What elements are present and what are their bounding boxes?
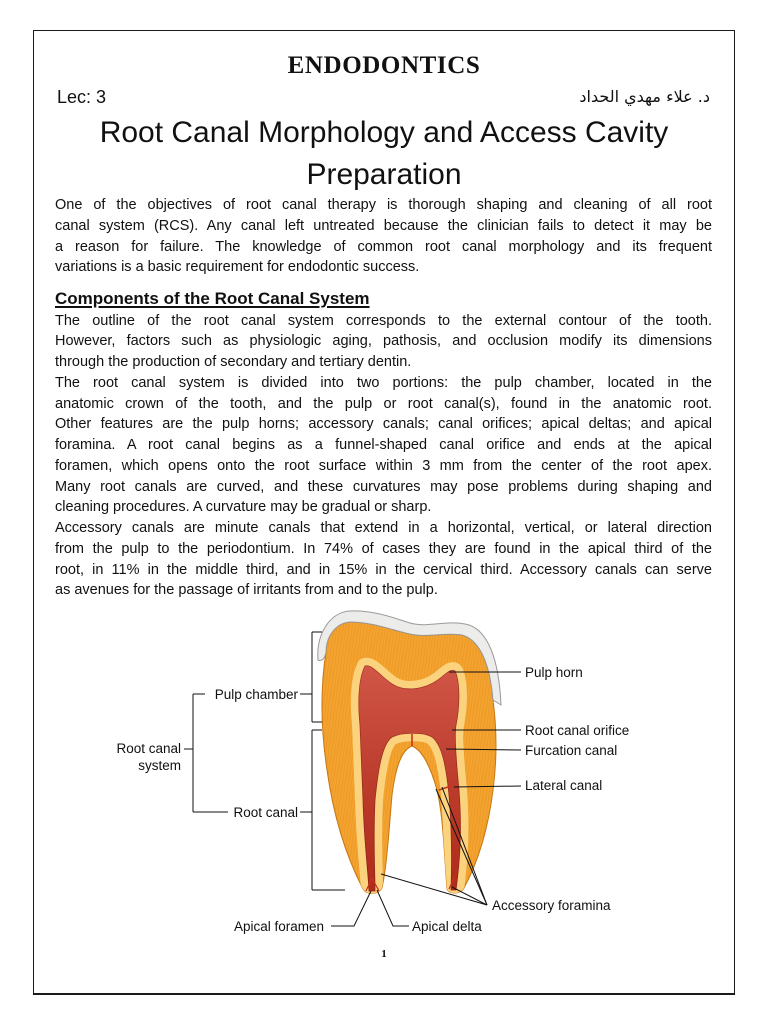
accessory-foramina-label: Accessory foramina (492, 898, 611, 913)
paragraph-line: from the pulp to the periodontium. In 74% of cases they are found in the apical third of the (55, 540, 712, 557)
paragraph-line: as avenues for the passage of irritants from and to the pulp. (55, 582, 438, 599)
paragraph-line: One of the objectives of root canal therapy is thorough shaping and cleaning of all root (55, 197, 712, 213)
page-number: 1 (381, 948, 387, 960)
root-canal-orifice-label: Root canal orifice (525, 723, 630, 738)
tooth-anatomy-diagram (100, 600, 645, 945)
paragraph-line: Other features are the pulp horns; accessory canals; canal orifices; apical deltas; and apical (55, 416, 712, 433)
paragraph-line: foramen, which opens onto the root surface within 3 mm from the center of the root apex. (55, 457, 712, 474)
section-heading: Components of the Root Canal System (55, 289, 370, 308)
paragraph-line: through the production of secondary and tertiary dentin. (55, 354, 412, 370)
paragraph-line: anatomic crown of the tooth, and the pulp or root canal(s), found in the anatomic root. (55, 395, 712, 412)
apical-delta-label: Apical delta (412, 919, 482, 934)
section-body (55, 311, 712, 602)
intro-paragraph (55, 195, 712, 278)
accessory-foramina-leader (381, 874, 487, 905)
paragraph-line: The outline of the root canal system corresponds to the external contour of the tooth. (55, 312, 712, 329)
paragraph-line: a reason for failure. The knowledge of common root canal morphology and its frequent (55, 238, 712, 255)
root-canal-label: Root canal (233, 805, 298, 820)
paragraph-line: cleaning procedures. A curvature may be gradual or sharp. (55, 499, 432, 516)
paragraph-line: canal system (RCS). Any canal left untreated because the clinician fails to detect it may be (55, 217, 712, 234)
apical-foramen-label: Apical foramen (234, 919, 325, 934)
root-canal-system-label-line1: Root canal (116, 741, 181, 756)
course-title: ENDODONTICS (287, 52, 481, 79)
pulp-horn-label: Pulp horn (525, 665, 583, 680)
paragraph-line: foramina. A root canal begins as a funnel-shaped canal orifice and ends at the apical (55, 437, 712, 453)
paragraph-line: variations is a basic requirement for endodontic success. (55, 259, 420, 276)
lecturer-name: د. علاء مهدي الحداد (579, 87, 710, 106)
root-canal-system-bracket (184, 694, 228, 812)
lecture-title: Root Canal Morphology and Access Cavity Preparation (99, 116, 669, 191)
lateral-canal-label: Lateral canal (525, 778, 603, 793)
paragraph-line: The root canal system is divided into two portions: the pulp chamber, located in the (55, 374, 712, 391)
root-canal-system-label-line2: system (138, 758, 181, 773)
paragraph-line: root, in 11% in the middle third, and in 15% in the cervical third. Accessory canals can serve (55, 561, 712, 578)
paragraph-line: Accessory canals are minute canals that extend in a horizontal, vertical, or lateral direction (55, 520, 712, 536)
lecture-number: Lec: 3 (57, 87, 107, 107)
paragraph-line: Many root canals are curved, and these curvatures may pose problems during shaping and (55, 478, 712, 495)
apical-delta-leader (377, 890, 409, 926)
pulp-chamber-label: Pulp chamber (214, 687, 298, 702)
paragraph-line: However, factors such as physiologic aging, pathosis, and occlusion modify its dimensions (55, 333, 712, 350)
dentin-tubules (322, 622, 496, 893)
furcation-canal-label: Furcation canal (525, 743, 618, 758)
apical-foramen-leader (331, 891, 371, 926)
